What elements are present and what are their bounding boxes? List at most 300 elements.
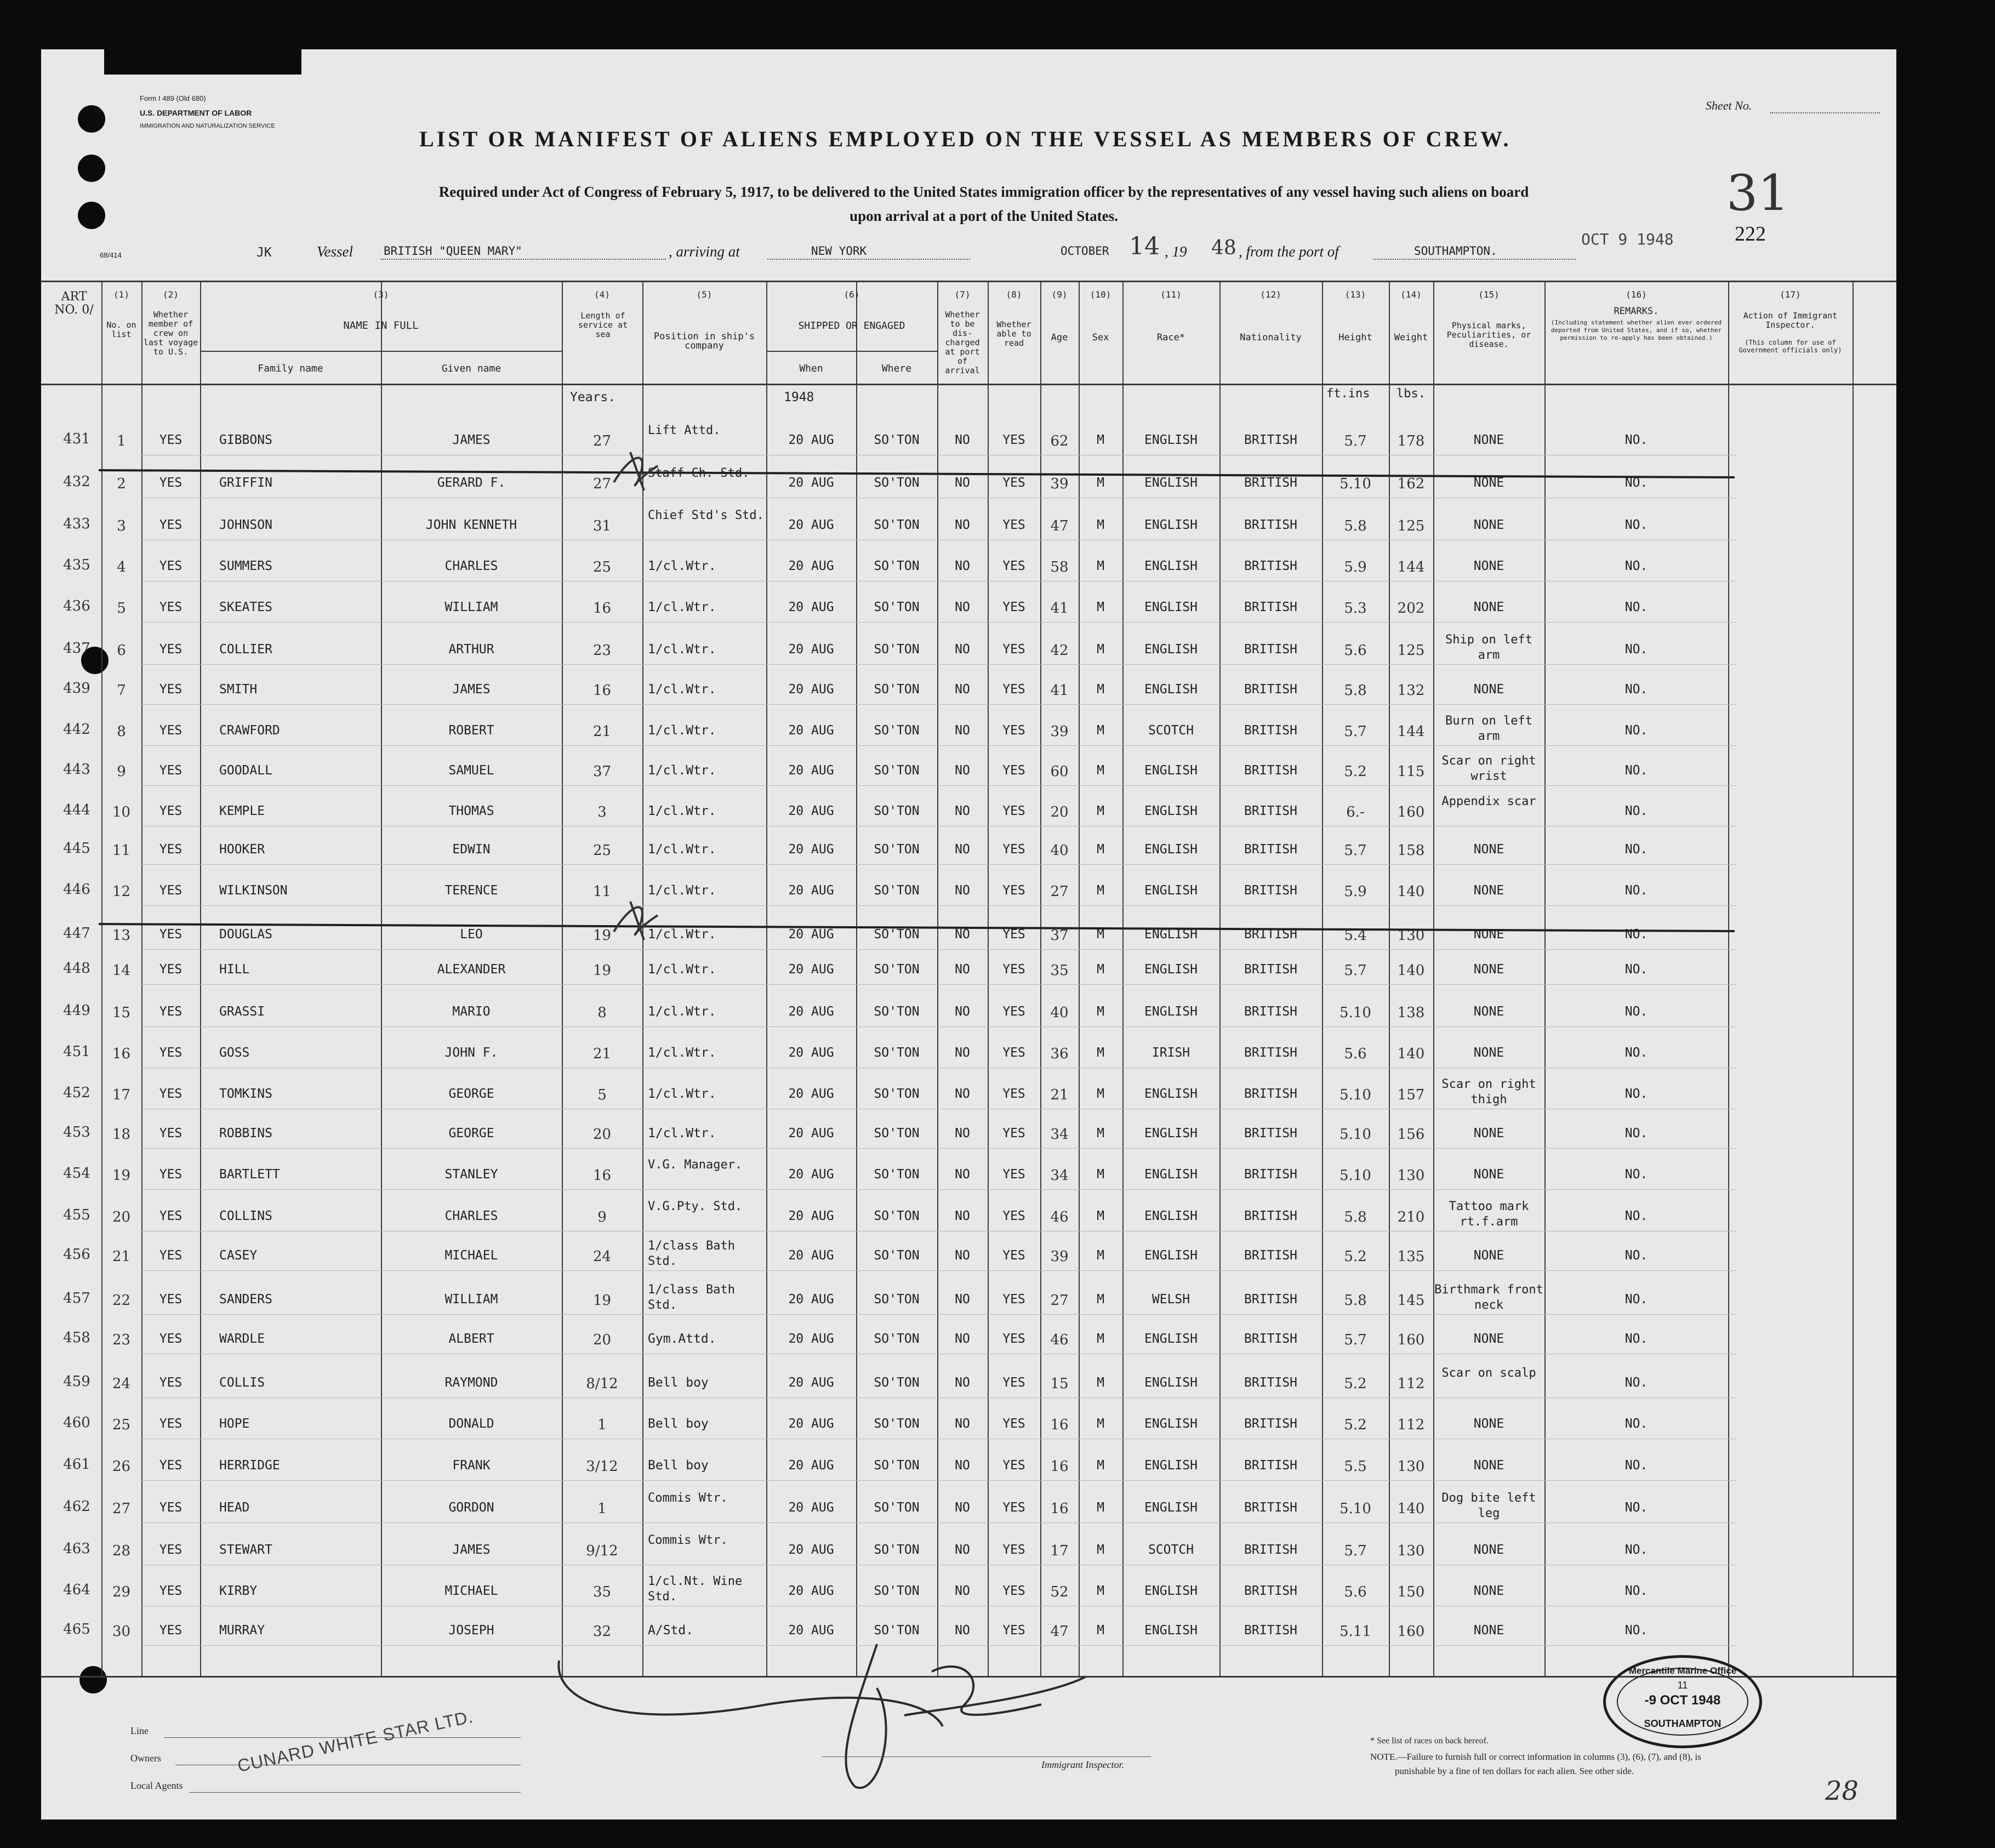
- cell-age: 39: [1050, 476, 1069, 492]
- cell-height: 5.7: [1344, 1332, 1367, 1348]
- owners-label: Owners: [130, 1753, 161, 1764]
- cell-age: 35: [1050, 962, 1069, 979]
- cell-art: 454: [63, 1165, 90, 1182]
- cell-nat: BRITISH: [1244, 1292, 1297, 1307]
- cell-weight: 144: [1397, 559, 1425, 575]
- cell-when: 20 AUG: [788, 1501, 834, 1515]
- cell-read: YES: [1002, 723, 1025, 738]
- cell-height: 5.5: [1344, 1458, 1367, 1475]
- cell-where: SO'TON: [874, 476, 920, 490]
- cell-remarks: NO.: [1625, 1623, 1648, 1638]
- cell-art: 453: [63, 1124, 90, 1140]
- cell-race: ENGLISH: [1144, 1126, 1198, 1140]
- cell-when: 20 AUG: [788, 1417, 834, 1431]
- cell-position: 1/cl.Wtr.: [648, 600, 716, 614]
- cell-weight: 135: [1397, 1248, 1425, 1265]
- col-num: (13): [1344, 289, 1366, 300]
- cell-marks: NONE: [1473, 1417, 1504, 1431]
- cell-weight: 202: [1397, 600, 1425, 617]
- cell-nat: BRITISH: [1244, 1376, 1297, 1390]
- cell-nat: BRITISH: [1244, 842, 1297, 857]
- arrival-day: 14: [1129, 232, 1160, 260]
- cell-no: 1: [117, 433, 126, 449]
- cell-sex: M: [1097, 1376, 1104, 1390]
- departure-port: SOUTHAMPTON.: [1414, 244, 1497, 258]
- cell-crew: YES: [159, 1292, 183, 1307]
- cell-crew: YES: [159, 1126, 183, 1140]
- cell-height: 5.10: [1340, 1126, 1371, 1143]
- cell-family: COLLINS: [219, 1209, 272, 1223]
- stamp-date: -9 OCT 1948: [1644, 1693, 1721, 1708]
- col-weight: Weight: [1394, 332, 1428, 343]
- cell-service: 11: [592, 883, 612, 900]
- cell-position: 1/cl.Wtr.: [648, 883, 716, 898]
- col-physical-marks: Physical marks, Peculiarities, or disease.: [1446, 321, 1531, 349]
- cell-given: SAMUEL: [448, 763, 494, 778]
- col-rule: [1853, 282, 1854, 1677]
- cell-read: YES: [1002, 682, 1025, 697]
- cell-when: 20 AUG: [788, 642, 834, 657]
- cell-race: ENGLISH: [1144, 1087, 1198, 1101]
- cell-position: Chief Std's Std.: [648, 509, 764, 522]
- cell-where: SO'TON: [874, 682, 920, 697]
- cell-service: 20: [592, 1126, 612, 1143]
- initial-scribble: [608, 899, 674, 943]
- cell-no: 8: [117, 723, 126, 740]
- cell-remarks: NO.: [1625, 842, 1648, 857]
- cell-given: TERENCE: [444, 883, 498, 898]
- col-rule: [1728, 282, 1729, 1677]
- cell-race: ENGLISH: [1144, 883, 1198, 898]
- departure-line: [1373, 259, 1576, 260]
- cell-read: YES: [1002, 1458, 1025, 1473]
- cell-weight: 150: [1397, 1584, 1425, 1600]
- inspector-label: Immigrant Inspector.: [1041, 1759, 1124, 1770]
- cell-family: GOODALL: [219, 763, 272, 778]
- col-num: (3): [373, 289, 389, 300]
- cell-read: YES: [1002, 1584, 1025, 1598]
- cell-position: 1/cl.Wtr.: [648, 927, 716, 942]
- cell-height: 5.7: [1344, 723, 1367, 740]
- cell-crew: YES: [159, 642, 183, 657]
- row-guide-line: [141, 905, 1736, 906]
- cell-nat: BRITISH: [1244, 962, 1297, 977]
- cell-service: 20: [592, 1332, 612, 1348]
- cell-art: 439: [63, 680, 90, 697]
- cell-crew: YES: [159, 1543, 183, 1557]
- cell-family: SMITH: [219, 682, 258, 697]
- cell-when: 20 AUG: [788, 723, 834, 738]
- cell-height: 5.7: [1344, 962, 1367, 979]
- cell-when: 20 AUG: [788, 763, 834, 778]
- row-guide-line: [141, 1480, 1736, 1481]
- cell-crew: YES: [159, 1209, 183, 1223]
- cell-family: GIBBONS: [219, 433, 272, 447]
- cell-read: YES: [1002, 642, 1025, 657]
- cell-weight: 160: [1397, 1623, 1425, 1640]
- cell-sex: M: [1097, 1501, 1104, 1515]
- cell-remarks: NO.: [1625, 804, 1648, 818]
- cell-disch: NO: [955, 1005, 970, 1019]
- cell-age: 36: [1050, 1046, 1069, 1062]
- cell-disch: NO: [955, 682, 970, 697]
- col-crew-last-voyage: Whether member of crew on last voyage to U.S.: [143, 310, 198, 357]
- cell-family: ROBBINS: [219, 1126, 272, 1140]
- cell-when: 20 AUG: [788, 559, 834, 573]
- cell-where: SO'TON: [874, 1167, 920, 1182]
- unit-years: Years.: [570, 390, 616, 404]
- cell-family: GRIFFIN: [219, 476, 272, 490]
- col-num: (6): [843, 289, 860, 300]
- cell-nat: BRITISH: [1244, 600, 1297, 614]
- cell-disch: NO: [955, 962, 970, 977]
- cell-remarks: NO.: [1625, 559, 1648, 573]
- cell-disch: NO: [955, 1332, 970, 1346]
- vessel-label: Vessel: [317, 243, 353, 260]
- cell-race: IRISH: [1152, 1046, 1190, 1060]
- cell-sex: M: [1097, 1248, 1104, 1263]
- cell-marks: NONE: [1473, 433, 1504, 447]
- cell-position: 1/cl.Wtr.: [648, 723, 716, 738]
- row-guide-line: [141, 1270, 1736, 1271]
- cell-nat: BRITISH: [1244, 1543, 1297, 1557]
- cell-given: JOHN F.: [444, 1046, 498, 1060]
- cell-art: 464: [63, 1582, 90, 1598]
- cell-read: YES: [1002, 1417, 1025, 1431]
- cell-height: 5.8: [1344, 682, 1367, 699]
- cell-no: 5: [117, 600, 126, 617]
- cell-nat: BRITISH: [1244, 1584, 1297, 1598]
- cell-race: ENGLISH: [1144, 1458, 1198, 1473]
- cell-read: YES: [1002, 1126, 1025, 1140]
- sheet-no-line: [1770, 112, 1880, 113]
- cell-age: 47: [1050, 518, 1069, 534]
- cell-read: YES: [1002, 1332, 1025, 1346]
- cell-marks: NONE: [1473, 1623, 1504, 1638]
- cell-where: SO'TON: [874, 1087, 920, 1101]
- cell-read: YES: [1002, 1209, 1025, 1223]
- cell-disch: NO: [955, 1292, 970, 1307]
- cell-art: 449: [63, 1002, 90, 1019]
- cell-sex: M: [1097, 927, 1104, 942]
- row-guide-line: [141, 745, 1736, 746]
- cell-family: TOMKINS: [219, 1087, 272, 1101]
- cell-position: V.G.Pty. Std.: [648, 1200, 743, 1213]
- cell-where: SO'TON: [874, 1376, 920, 1390]
- cell-height: 5.6: [1344, 1046, 1367, 1062]
- cell-when: 20 AUG: [788, 1332, 834, 1346]
- cell-family: CASEY: [219, 1248, 258, 1263]
- agent-stamp: CUNARD WHITE STAR LTD.: [236, 1706, 475, 1776]
- cell-marks: NONE: [1473, 962, 1504, 977]
- col-race: Race*: [1156, 332, 1185, 343]
- cell-disch: NO: [955, 1046, 970, 1060]
- cell-given: GORDON: [448, 1501, 494, 1515]
- cell-service: 3: [597, 804, 607, 820]
- col-height: Height: [1338, 332, 1372, 343]
- cell-when: 20 AUG: [788, 804, 834, 818]
- cell-weight: 158: [1397, 842, 1425, 859]
- cell-remarks: NO.: [1625, 1376, 1648, 1390]
- cell-crew: YES: [159, 1248, 183, 1263]
- cell-remarks: NO.: [1625, 883, 1648, 898]
- cell-height: 5.8: [1344, 1292, 1367, 1309]
- cell-read: YES: [1002, 1167, 1025, 1182]
- cell-position: 1/class Bath Std.: [648, 1239, 735, 1268]
- cell-when: 20 AUG: [788, 1248, 834, 1263]
- cell-age: 37: [1050, 927, 1069, 944]
- cell-family: HEAD: [219, 1501, 250, 1515]
- cell-where: SO'TON: [874, 559, 920, 573]
- cell-read: YES: [1002, 559, 1025, 573]
- cell-art: 465: [63, 1621, 90, 1638]
- sheet-no-label: Sheet No.: [1706, 99, 1752, 112]
- cell-where: SO'TON: [874, 1332, 920, 1346]
- cell-sex: M: [1097, 1167, 1104, 1182]
- cell-where: SO'TON: [874, 1458, 920, 1473]
- cell-no: 22: [112, 1292, 131, 1309]
- cell-service: 1: [597, 1417, 607, 1433]
- cell-weight: 130: [1397, 927, 1425, 944]
- cell-read: YES: [1002, 962, 1025, 977]
- cell-read: YES: [1002, 883, 1025, 898]
- cell-art: 436: [63, 598, 90, 614]
- department: U.S. DEPARTMENT OF LABOR: [140, 109, 252, 117]
- form-number: Form I 489 (Old 680): [140, 94, 206, 102]
- cell-remarks: NO.: [1625, 1126, 1648, 1140]
- cell-marks: NONE: [1473, 1458, 1504, 1473]
- cell-weight: 178: [1397, 433, 1425, 449]
- cell-art: 442: [63, 721, 90, 738]
- shipped-subheader-rule: [766, 351, 937, 352]
- cell-no: 28: [112, 1543, 131, 1559]
- cell-crew: YES: [159, 1623, 183, 1638]
- cell-race: ENGLISH: [1144, 1209, 1198, 1223]
- row-guide-line: [141, 949, 1736, 950]
- cell-read: YES: [1002, 1087, 1025, 1101]
- cell-family: COLLIS: [219, 1376, 265, 1390]
- cell-marks: Appendix scar: [1441, 795, 1536, 808]
- cell-service: 35: [592, 1584, 612, 1600]
- cell-crew: YES: [159, 763, 183, 778]
- cell-no: 12: [112, 883, 131, 900]
- cell-art: 459: [63, 1373, 90, 1390]
- cell-marks: NONE: [1473, 1543, 1504, 1557]
- cell-sex: M: [1097, 559, 1104, 573]
- cell-marks: Scar on scalp: [1441, 1366, 1536, 1380]
- table-top-rule: [41, 281, 1896, 282]
- col-sex: Sex: [1092, 332, 1109, 343]
- jk-mark: JK: [256, 246, 272, 260]
- row-guide-line: [141, 785, 1736, 786]
- cell-disch: NO: [955, 1126, 970, 1140]
- cell-race: ENGLISH: [1144, 1417, 1198, 1431]
- cell-remarks: NO.: [1625, 1248, 1648, 1263]
- cell-sex: M: [1097, 682, 1104, 697]
- cell-race: SCOTCH: [1148, 723, 1194, 738]
- cell-given: JAMES: [452, 1543, 491, 1557]
- cell-sex: M: [1097, 1126, 1104, 1140]
- col-num: (17): [1780, 289, 1801, 300]
- col-no-on-list: No. on list: [106, 320, 136, 339]
- cell-crew: YES: [159, 883, 183, 898]
- cell-remarks: NO.: [1625, 1167, 1648, 1182]
- cell-read: YES: [1002, 763, 1025, 778]
- cell-family: CRAWFORD: [219, 723, 280, 738]
- cell-read: YES: [1002, 1543, 1025, 1557]
- cell-remarks: NO.: [1625, 433, 1648, 447]
- cell-disch: NO: [955, 883, 970, 898]
- cell-art: 445: [63, 840, 90, 857]
- cell-crew: YES: [159, 1332, 183, 1346]
- vessel-line: [381, 259, 666, 260]
- cell-remarks: NO.: [1625, 1087, 1648, 1101]
- cell-service: 32: [592, 1623, 612, 1640]
- cell-crew: YES: [159, 962, 183, 977]
- cell-art: 461: [63, 1456, 90, 1473]
- cell-marks: Burn on left arm: [1445, 714, 1532, 743]
- agents-label: Local Agents: [130, 1780, 183, 1791]
- cell-marks: NONE: [1473, 1248, 1504, 1263]
- unit-ft-ins: ft.ins: [1326, 387, 1370, 401]
- cell-race: ENGLISH: [1144, 476, 1198, 490]
- cell-nat: BRITISH: [1244, 433, 1297, 447]
- cell-position: 1/class Bath Std.: [648, 1283, 735, 1312]
- cell-no: 7: [117, 682, 126, 699]
- cell-marks: NONE: [1473, 476, 1504, 490]
- cell-given: EDWIN: [452, 842, 491, 857]
- cell-remarks: NO.: [1625, 476, 1648, 490]
- cell-height: 5.11: [1340, 1623, 1371, 1640]
- cell-where: SO'TON: [874, 1248, 920, 1263]
- cell-read: YES: [1002, 1623, 1025, 1638]
- cell-service: 1: [597, 1501, 607, 1517]
- row-guide-line: [141, 864, 1736, 865]
- cell-nat: BRITISH: [1244, 642, 1297, 657]
- cell-remarks: NO.: [1625, 1417, 1648, 1431]
- cell-no: 20: [112, 1209, 131, 1225]
- cell-service: 19: [592, 1292, 612, 1309]
- col-num: (7): [954, 289, 971, 300]
- cell-art: 433: [63, 516, 90, 532]
- cell-race: ENGLISH: [1144, 600, 1198, 614]
- col-num: (14): [1400, 289, 1422, 300]
- cell-disch: NO: [955, 1543, 970, 1557]
- cell-race: ENGLISH: [1144, 1623, 1198, 1638]
- cell-given: GEORGE: [448, 1126, 494, 1140]
- cell-read: YES: [1002, 1376, 1025, 1390]
- cell-disch: NO: [955, 723, 970, 738]
- cell-no: 9: [117, 763, 126, 780]
- cell-age: 15: [1050, 1376, 1069, 1392]
- cell-read: YES: [1002, 518, 1025, 532]
- cell-disch: NO: [955, 927, 970, 942]
- cell-art: 455: [63, 1207, 90, 1223]
- cell-weight: 115: [1397, 763, 1425, 780]
- cell-race: ENGLISH: [1144, 518, 1198, 532]
- unit-year: 1948: [784, 390, 814, 404]
- col-num: (11): [1160, 289, 1182, 300]
- row-guide-line: [141, 1314, 1736, 1315]
- cell-family: MURRAY: [219, 1623, 265, 1638]
- cell-when: 20 AUG: [788, 1126, 834, 1140]
- cell-no: 18: [112, 1126, 131, 1143]
- cell-remarks: NO.: [1625, 1209, 1648, 1223]
- cell-disch: NO: [955, 1167, 970, 1182]
- col-name-in-full: NAME IN FULL: [343, 320, 419, 332]
- cell-crew: YES: [159, 927, 183, 942]
- cell-family: GOSS: [219, 1046, 250, 1060]
- cell-no: 17: [112, 1087, 131, 1103]
- cell-height: 5.7: [1344, 842, 1367, 859]
- cell-disch: NO: [955, 1248, 970, 1263]
- punch-hole: [78, 155, 105, 182]
- col-num: (16): [1626, 289, 1647, 300]
- year-prefix: , 19: [1165, 243, 1187, 260]
- cell-sex: M: [1097, 1087, 1104, 1101]
- cell-sex: M: [1097, 642, 1104, 657]
- cell-race: WELSH: [1152, 1292, 1190, 1307]
- cell-no: 4: [117, 559, 126, 575]
- cell-where: SO'TON: [874, 433, 920, 447]
- cell-art: 452: [63, 1085, 90, 1101]
- cell-nat: BRITISH: [1244, 927, 1297, 942]
- cell-where: SO'TON: [874, 927, 920, 942]
- cell-nat: BRITISH: [1244, 1005, 1297, 1019]
- cell-given: MARIO: [452, 1005, 491, 1019]
- col-num: (2): [163, 289, 179, 300]
- cell-when: 20 AUG: [788, 1087, 834, 1101]
- cell-family: HILL: [219, 962, 250, 977]
- cell-remarks: NO.: [1625, 1584, 1648, 1598]
- cell-height: 5.10: [1340, 1087, 1371, 1103]
- cell-given: JOHN KENNETH: [425, 518, 517, 532]
- cell-height: 5.4: [1344, 927, 1367, 944]
- cell-marks: NONE: [1473, 927, 1504, 942]
- cell-age: 16: [1050, 1458, 1069, 1475]
- col-where: Where: [881, 363, 912, 374]
- cell-where: SO'TON: [874, 804, 920, 818]
- arrival-port: NEW YORK: [811, 244, 867, 258]
- cell-given: GEORGE: [448, 1087, 494, 1101]
- cell-art: 462: [63, 1498, 90, 1515]
- cell-where: SO'TON: [874, 1501, 920, 1515]
- cell-family: BARTLETT: [219, 1167, 280, 1182]
- cell-read: YES: [1002, 1501, 1025, 1515]
- corner-page-mark: 28: [1825, 1776, 1859, 1806]
- cell-remarks: NO.: [1625, 642, 1648, 657]
- cell-nat: BRITISH: [1244, 559, 1297, 573]
- cell-given: MICHAEL: [444, 1584, 498, 1598]
- cell-no: 19: [112, 1167, 131, 1184]
- stamp-office: Mercantile Marine Office: [1628, 1666, 1737, 1676]
- cell-marks: NONE: [1473, 682, 1504, 697]
- cell-position: 1/cl.Wtr.: [648, 962, 716, 977]
- cell-marks: NONE: [1473, 559, 1504, 573]
- cell-race: ENGLISH: [1144, 962, 1198, 977]
- cell-when: 20 AUG: [788, 1623, 834, 1638]
- cell-read: YES: [1002, 842, 1025, 857]
- cell-age: 16: [1050, 1501, 1069, 1517]
- cell-service: 23: [592, 642, 612, 659]
- cell-marks: Ship on left arm: [1445, 633, 1532, 662]
- cell-marks: Scar on right thigh: [1441, 1077, 1536, 1106]
- cell-given: FRANK: [452, 1458, 491, 1473]
- torn-edge: [104, 46, 301, 75]
- col-num: (1): [113, 289, 129, 300]
- cell-where: SO'TON: [874, 518, 920, 532]
- col-num: (15): [1478, 289, 1500, 300]
